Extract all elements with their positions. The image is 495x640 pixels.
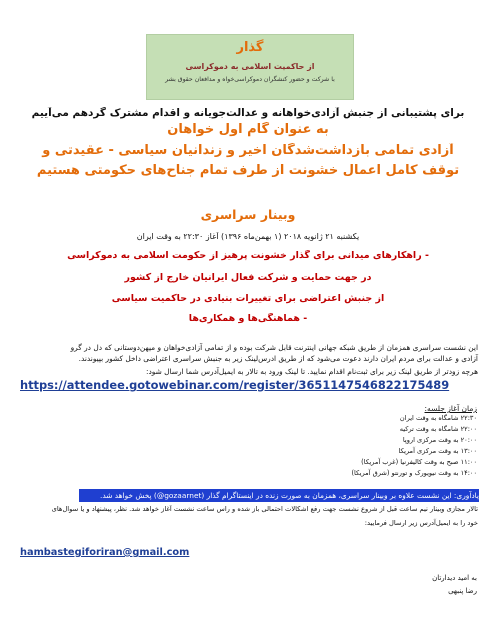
paragraph-line-2: آزادی و عدالت برای مردم ایران دارند دعوت می‌شود که از طریق ادرس‌لینک زیر به جنبش سراسری اعتراضی داخل کشور بپیوندند. [78, 354, 478, 363]
banner-title: گذار [236, 40, 264, 55]
time-item: ۱۴:۰۰ به وقت نیویورک و تورنتو (شرق آمریکا) [351, 469, 477, 477]
times-title: زمان آغاز جلسه: [424, 404, 477, 413]
headline-3: توقف کامل اعمال خشونت از طرف تمام جناح‌های حکومتی هستیم [36, 163, 460, 178]
info-note: تالار مجازی وبینار نیم ساعت قبل از شروع نشست جهت رفع اشکالات احتمالی باز شده و راس ساعت نشست آغاز خواهد شد. نظر، پیشنهاد و یا سوال‌های [51, 505, 478, 513]
intro-text: برای پشتیبانی از جنبش آزادی‌خواهانه و عدالت‌جویانه و اقدام مشترک گردهم می‌آییم [31, 107, 465, 119]
headline-2: آزادی تمامی بازداشت‌شدگان اخیر و زندانیان سیاسی - عقیدتی و [42, 143, 454, 158]
time-item: ۲۲:۳۰ شامگاه به وقت ایران [399, 414, 477, 422]
header-banner [146, 34, 354, 100]
banner-subtitle: از حاکمیت اسلامی به دموکراسی [185, 62, 315, 71]
reminder-note: یادآوری: این نشست علاوه بر وبینار سراسری، همزمان به صورت زنده در اینستاگرام گذار (gozaarnet@) پخش خواهد شد. [79, 489, 479, 502]
topic-1: - راهکارهای میدانی برای گذار خشونت پرهیز از حکومت اسلامی به دموکراسی [67, 250, 429, 261]
time-item: ۱۳:۰۰ به وقت مرکزی آمریکا [398, 447, 477, 455]
topic-3: از جنبش اعتراضی برای تغییرات بنیادی در حاکمیت سیاسی [111, 293, 385, 304]
topic-4: - هماهنگی‌ها و همکاری‌ها [188, 313, 308, 324]
register-link[interactable]: https://attendee.gotowebinar.com/register/3651147546822175489 [20, 378, 450, 392]
paragraph-line-1: این نشست سراسری همزمان از طریق شبکه جهانی اینترنت قابل شرکت بوده و از تمامی آزادی‌خواهان و میهن‌دوستانی که دل در گرو [70, 343, 478, 352]
contact-email-link[interactable]: hambastegiforiran@gmail.com [20, 547, 190, 558]
banner-subtitle-2: با شرکت و حضور کنشگران دموکراسی‌خواه و مدافعان حقوق بشر [165, 76, 335, 83]
signature-greeting: به امید دیدارتان [432, 574, 477, 582]
paragraph-line-3: هرچه زودتر از طریق لینک زیر برای ثبت‌نام اقدام نمایید. تا لینک ورود به تالار به ایمیل‌آدرس شما ارسال شود: [146, 367, 478, 376]
webinar-title: وبینار سراسری [200, 207, 296, 222]
time-item: ۲۲:۰۰ شامگاه به وقت ترکیه [399, 425, 477, 433]
headline-1: به عنوان گام اول خواهان [167, 122, 329, 137]
time-item: ۲۰:۰۰ به وقت مرکزی اروپا [402, 436, 477, 444]
time-item: ۱۱:۰۰ صبح به وقت کالیفرنیا (غرب آمریکا) [361, 458, 477, 466]
info-note-2: خود را به ایمیل‌آدرس زیر ارسال فرمایید: [364, 519, 478, 527]
topic-2: در جهت حمایت و شرکت فعال ایرانیان خارج از کشور [124, 272, 372, 283]
signature-name: رضا پنبهی [448, 587, 477, 595]
date-line: یکشنبه ۲۱ ژانویه ۲۰۱۸ (۱ بهمن‌ماه ۱۳۹۶) آغاز ۲۲:۳۰ به وقت ایران [136, 232, 360, 241]
